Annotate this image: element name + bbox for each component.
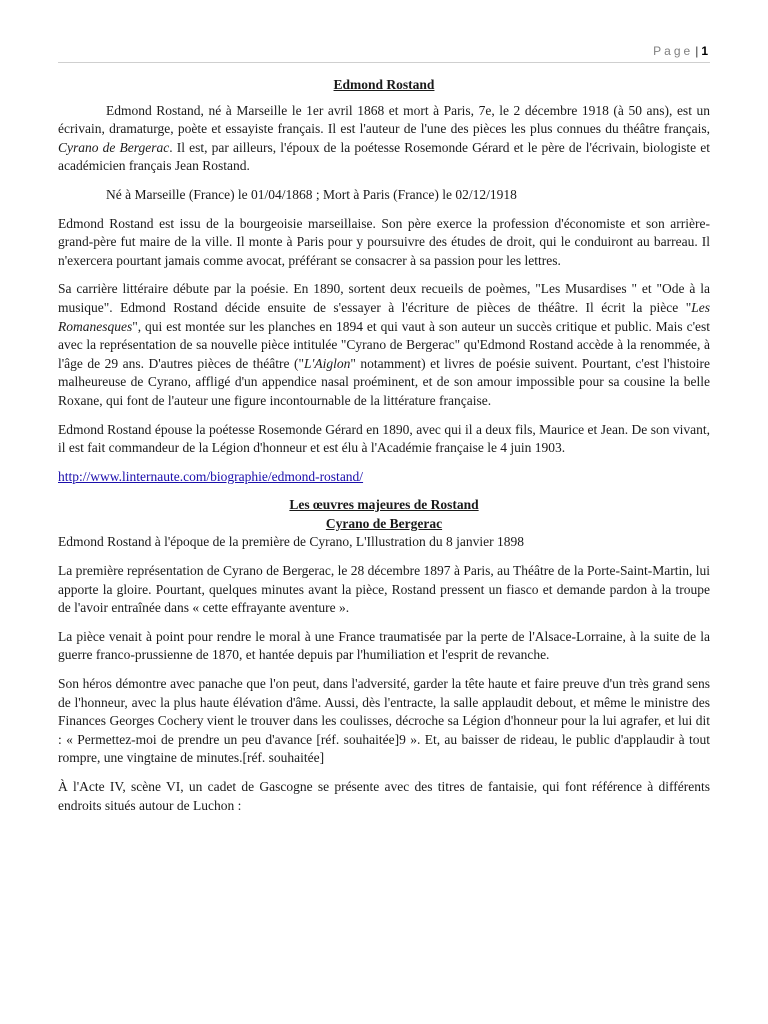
section-title: Les œuvres majeures de Rostand — [289, 497, 479, 513]
paragraph-career-text-b: ", qui est montée sur les planches en 1894 et qui vaut à son auteur un succès critique et public. Mais c'est avec la représentation de sa nouvelle pièce intitulée "Cyrano de Bergerac" qu'Edmond Rostand accède à la renommée, à l'âge de 29 ans. D'autres pièces de théâtre (" — [58, 318, 710, 371]
paragraph-intro-text-a: Edmond Rostand, né à Marseille le 1er avril 1868 et mort à Paris, 7e, le 2 décembre 1918 (à 50 ans), est un écrivain, dramaturge, poète et essayiste français. Il est l'auteur de l'une des pièces les plus connues du théâtre français, — [58, 102, 710, 137]
paragraph-career — [58, 280, 710, 410]
paragraph-intro — [58, 102, 710, 176]
source-link[interactable]: http://www.linternaute.com/biographie/edmond-rostand/ — [58, 468, 364, 484]
document-title: Edmond Rostand — [333, 77, 435, 92]
page-word: Page — [653, 44, 694, 58]
paragraph-career-text-a: Sa carrière littéraire débute par la poésie. En 1890, sortent deux recueils de poèmes, "Les Musardises " et "Ode à la musique". Edmond Rostand décide ensuite de s'essayer à l'écriture de pièces de théâtre. Il écrit la pièce " — [58, 281, 710, 315]
paragraph-hero: Son héros démontre avec panache que l'on peut, dans l'adversité, garder la tête haute et faire preuve d'un très grand sens de l'honneur, avec la plus haute élévation d'âme. Aussi, dès l'entracte, la salle applaudit debout, et même le ministre des Finances Georges Cochery vient le trouver dans les coulisses, décroche sa Légion d'honneur pour la lui agrafer, et lui dit : « Permettez-moi de prendre un peu d'avance [réf. souhaitée]9 ». Et, au baisser de rideau, le public d'applaudir à tout rompre, une vingtaine de minutes.[réf. souhaitée] — [58, 676, 710, 766]
image-caption: Edmond Rostand à l'époque de la première de Cyrano, L'Illustration du 8 janvier 1898 — [58, 534, 524, 550]
paragraph-career-italic-2: L'Aiglon — [303, 355, 351, 371]
document-body — [58, 76, 710, 825]
paragraph-intro-text-b: . Il est, par ailleurs, l'époux de la poétesse Rosemonde Gérard et le père de l'écrivain, biologiste et académicien français Jean Rostand. — [58, 139, 710, 174]
paragraph-career-text-c: " notamment) et livres de poésie suivent. Pourtant, c'est l'histoire malheureuse de Cyrano, affligé d'un appendice nasal proéminent, et de son amour impossible pour sa cousine la belle Roxane, qui font de l'auteur une figure incontournable de la littérature française. — [58, 355, 710, 408]
paragraph-context: La pièce venait à point pour rendre le moral à une France traumatisée par la perte de l'Alsace-Lorraine, à la suite de la guerre franco-prussienne de 1870, et hantée depuis par l'humiliation et l'esprit de revanche. — [58, 628, 710, 663]
paragraph-intro-italic: Cyrano de Bergerac — [58, 139, 170, 155]
source-link-paragraph — [58, 468, 710, 487]
paragraph-marriage: Edmond Rostand épouse la poétesse Rosemonde Gérard en 1890, avec qui il a deux fils, Maurice et Jean. De son vivant, il est fait commandeur de la Légion d'honneur et est élu à l'Académie française le 4 juin 1903. — [58, 421, 710, 456]
paragraph-career-italic-1: Les Romanesques — [58, 299, 710, 334]
header-rule — [58, 62, 710, 63]
page-number: 1 — [701, 44, 708, 58]
section-subtitle: Cyrano de Bergerac — [325, 515, 443, 531]
paragraph-origins: Edmond Rostand est issu de la bourgeoisie marseillaise. Son père exerce la profession d'économiste et son arrière-grand-père fut maire de la ville. Il monte à Paris pour y poursuivre des études de droit, qui le conduiront au barreau. Il n'exercera pourtant jamais comme avocat, préférant se consacrer à sa passion pour les lettres. — [58, 215, 710, 268]
paragraph-dates: Né à Marseille (France) le 01/04/1868 ; Mort à Paris (France) le 02/12/1918 — [106, 186, 517, 202]
page-header — [653, 44, 708, 58]
paragraph-act-iv: À l'Acte IV, scène VI, un cadet de Gascogne se présente avec des titres de fantaisie, qui font référence à différents endroits situés autour de Luchon : — [58, 779, 710, 813]
page-separator: | — [695, 44, 699, 58]
paragraph-premiere: La première représentation de Cyrano de Bergerac, le 28 décembre 1897 à Paris, au Théâtre de la Porte-Saint-Martin, lui apporte la gloire. Pourtant, quelques minutes avant la pièce, Rostand pressent un fiasco et demande pardon à la troupe de l'avoir entraînée dans « cette effrayante aventure ». — [58, 563, 710, 616]
